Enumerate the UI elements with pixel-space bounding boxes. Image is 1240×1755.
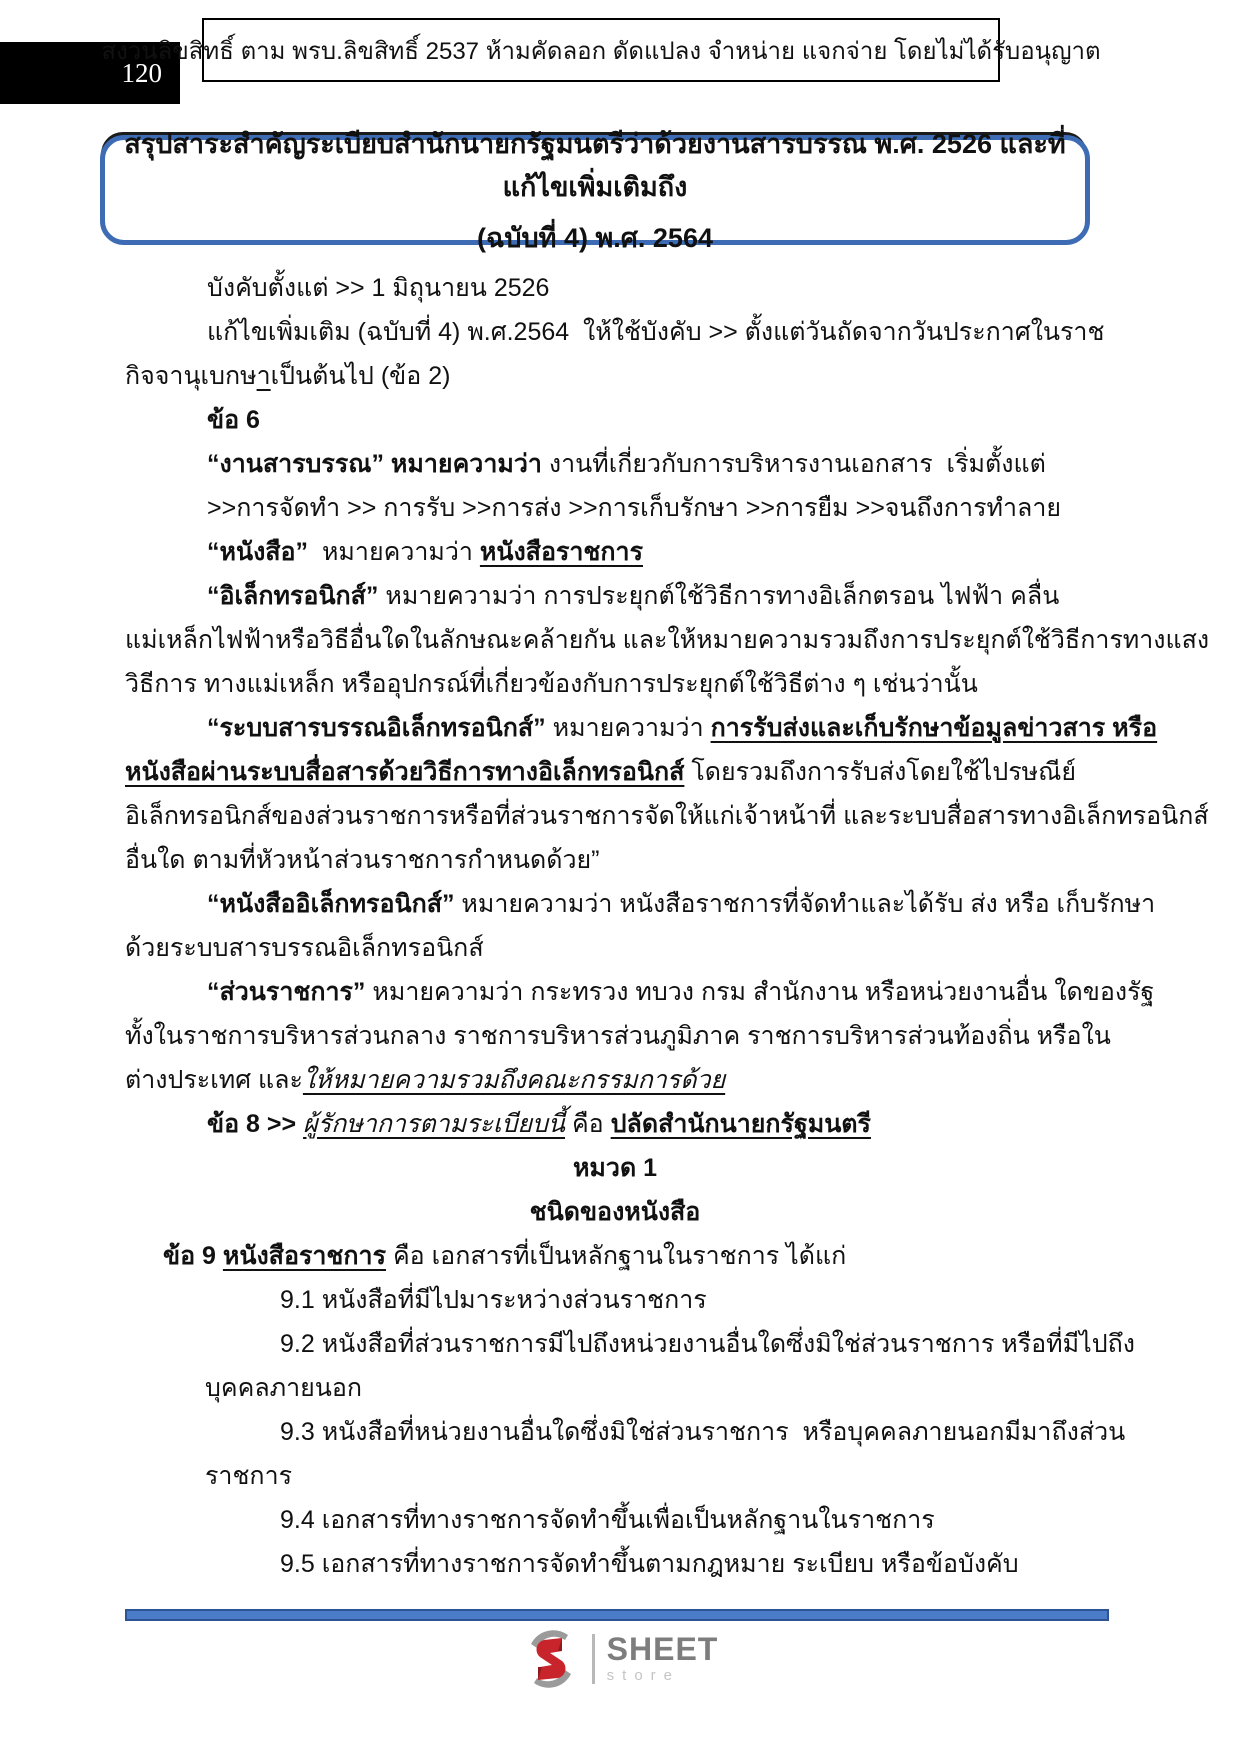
- logo-title: SHEET: [606, 1631, 719, 1667]
- text-segment: หนังสือราชการ: [222, 1242, 386, 1270]
- text-segment: >>การจัดทำ >> การรับ >>การส่ง >>การเก็บรักษา >>การยืม >>จนถึงการทำลาย: [207, 494, 1062, 522]
- body-line: [207, 882, 1156, 926]
- text-segment: เป็นต้นไป (ข้อ 2): [270, 362, 451, 390]
- page-number: 120: [121, 57, 162, 88]
- body-line: [207, 574, 1105, 618]
- body-line: [207, 1102, 1105, 1146]
- footer-divider: [125, 1609, 1109, 1621]
- body-line: [280, 1322, 1135, 1366]
- body-line: [280, 1410, 1126, 1454]
- text-segment: ข้อ 6: [207, 406, 260, 434]
- text-segment: การรับส่งและเก็บรักษาข้อมูลข่าวสาร หรือ: [710, 714, 1158, 742]
- text-segment: “อิเล็กทรอนิกส์”: [207, 582, 379, 610]
- text-segment: กิจจานุเบกษ: [125, 362, 257, 390]
- text-segment: 9.5 เอกสารที่ทางราชการจัดทำขึ้นตามกฎหมาย ระเบียบ หรือข้อบังคับ: [280, 1550, 1019, 1578]
- body-line: [207, 398, 1105, 442]
- text-segment: โดยรวมถึงการรับส่งโดยใช้ไปรษณีย์: [684, 758, 1076, 786]
- text-segment: ข้อ 9: [163, 1242, 223, 1270]
- body-line: [207, 530, 1105, 574]
- text-segment: ข้อ 8 >>: [207, 1110, 304, 1138]
- text-segment: “หนังสืออิเล็กทรอนิกส์”: [207, 890, 455, 918]
- text-segment: อิเล็กทรอนิกส์ของส่วนราชการหรือที่ส่วนราชการจัดให้แก่เจ้าหน้าที่ และระบบสื่อสารทางอิเล็กทรอนิกส์: [125, 802, 1209, 830]
- body-line: [125, 618, 1210, 662]
- text-segment: งานที่เกี่ยวกับการบริหารงานเอกสาร เริ่มตั้งแต่: [548, 450, 1046, 478]
- body-line: [207, 486, 1105, 530]
- body-line: [125, 750, 1105, 794]
- body-line: [207, 266, 1105, 310]
- body-line: [125, 354, 1105, 398]
- text-segment: ทั้งในราชการบริหารส่วนกลาง ราชการบริหารส่วนภูมิภาค ราชการบริหารส่วนท้องถิ่น หรือใน: [125, 1022, 1111, 1050]
- text-segment: แม่เหล็กไฟฟ้าหรือวิธีอื่นใดในลักษณะคล้ายกัน และให้หมายความรวมถึงการประยุกต์ใช้วิธีการทางแสง: [125, 626, 1210, 654]
- text-segment: “ส่วนราชการ”: [207, 978, 366, 1006]
- text-segment: อื่นใด ตามที่หัวหน้าส่วนราชการกำหนดด้วย”: [125, 846, 600, 874]
- text-segment: บังคับตั้งแต่ >> 1 มิถุนายน 2526: [207, 274, 550, 302]
- body-line: [125, 1058, 1105, 1102]
- text-segment: บุคคลภายนอก: [205, 1374, 363, 1402]
- text-segment: หมายความว่า: [545, 714, 711, 742]
- text-segment: ต่างประเทศ และ: [125, 1066, 303, 1094]
- text-segment: คือ: [565, 1110, 611, 1138]
- body-line: [280, 1542, 1105, 1586]
- body-line: [125, 794, 1209, 838]
- body-line: [207, 970, 1155, 1014]
- body-line: [205, 1366, 1105, 1410]
- text-segment: 9.2 หนังสือที่ส่วนราชการมีไปถึงหน่วยงานอื่นใดซึ่งมิใช่ส่วนราชการ หรือที่มีไปถึง: [280, 1330, 1135, 1358]
- title-line-1: สรุปสาระสำคัญระเบียบสำนักนายกรัฐมนตรีว่าด้วยงานสารบรรณ พ.ศ. 2526 และที่แก้ไขเพิ่มเติมถึง: [124, 128, 1066, 202]
- body-line: [207, 442, 1105, 486]
- logo-text: [607, 1633, 719, 1685]
- body-line: [125, 662, 1105, 706]
- text-segment: “ระบบสารบรรณอิเล็กทรอนิกส์”: [207, 714, 546, 742]
- text-segment: หนังสือราชการ: [479, 538, 643, 566]
- text-segment: หมายความว่า กระทรวง ทบวง กรม สำนักงาน หรือหน่วยงานอื่น ใดของรัฐ: [365, 978, 1155, 1006]
- sheet-logo-s-icon: [522, 1628, 580, 1690]
- text-segment: า: [256, 362, 271, 390]
- text-segment: หมายความว่า หนังสือราชการที่จัดทำและได้รับ ส่ง หรือ เก็บรักษา: [454, 890, 1156, 918]
- sheet-store-logo: [0, 1628, 1240, 1690]
- text-segment: 9.4 เอกสารที่ทางราชการจัดทำขึ้นเพื่อเป็นหลักฐานในราชการ: [280, 1506, 935, 1534]
- title-box: [100, 128, 1090, 253]
- text-segment: หมวด 1: [572, 1154, 658, 1182]
- body-line: [280, 1498, 1105, 1542]
- text-segment: 9.3 หนังสือที่หน่วยงานอื่นใดซึ่งมิใช่ส่วนราชการ หรือบุคคลภายนอกมีมาถึงส่วน: [280, 1418, 1126, 1446]
- body-line: [125, 838, 1105, 882]
- text-segment: ชนิดของหนังสือ: [529, 1198, 701, 1226]
- text-segment: ปลัดสำนักนายกรัฐมนตรี: [610, 1110, 871, 1138]
- text-segment: วิธีการ ทางแม่เหล็ก หรืออุปกรณ์ที่เกี่ยวข้องกับการประยุกต์ใช้วิธีต่าง ๆ เช่นว่านั้น: [125, 670, 978, 698]
- body-line: [205, 1454, 1105, 1498]
- document-body: [125, 266, 1210, 1586]
- text-segment: หมายความว่า: [308, 538, 480, 566]
- body-line: [280, 1278, 1105, 1322]
- text-segment: 9.1 หนังสือที่มีไปมาระหว่างส่วนราชการ: [280, 1286, 707, 1314]
- body-line: [207, 310, 1105, 354]
- text-segment: ด้วยระบบสารบรรณอิเล็กทรอนิกส์: [125, 934, 484, 962]
- body-line: [125, 1190, 1105, 1234]
- text-segment: คือ เอกสารที่เป็นหลักฐานในราชการ ได้แก่: [386, 1242, 847, 1270]
- body-line: [125, 926, 1105, 970]
- text-segment: “งานสารบรรณ” หมายความว่า: [207, 450, 549, 478]
- body-line: [207, 706, 1158, 750]
- text-segment: “หนังสือ”: [207, 538, 309, 566]
- text-segment: ให้หมายความรวมถึงคณะกรรมการด้วย: [302, 1066, 726, 1094]
- text-segment: หมายความว่า การประยุกต์ใช้วิธีการทางอิเล็กตรอน ไฟฟ้า คลื่น: [378, 582, 1060, 610]
- title-line-2: (ฉบับที่ 4) พ.ศ. 2564: [477, 222, 713, 253]
- copyright-text: สงวนลิขสิทธิ์ ตาม พรบ.ลิขสิทธิ์ 2537 ห้ามคัดลอก ดัดแปลง จำหน่าย แจกจ่าย โดยไม่ได้รับอนุญาต: [101, 37, 1101, 65]
- text-segment: หนังสือผ่านระบบสื่อสารด้วยวิธีการทางอิเล็กทรอนิกส์: [125, 758, 685, 786]
- logo-subtitle: store: [606, 1667, 681, 1684]
- logo-divider: [592, 1634, 595, 1684]
- body-line: [163, 1234, 1105, 1278]
- body-line: [125, 1146, 1105, 1190]
- text-segment: แก้ไขเพิ่มเติม (ฉบับที่ 4) พ.ศ.2564 ให้ใช้บังคับ >> ตั้งแต่วันถัดจากวันประกาศในราช: [207, 318, 1105, 346]
- text-segment: ผู้รักษาการตามระเบียบนี้: [303, 1110, 566, 1138]
- body-line: [125, 1014, 1111, 1058]
- text-segment: ราชการ: [205, 1462, 293, 1490]
